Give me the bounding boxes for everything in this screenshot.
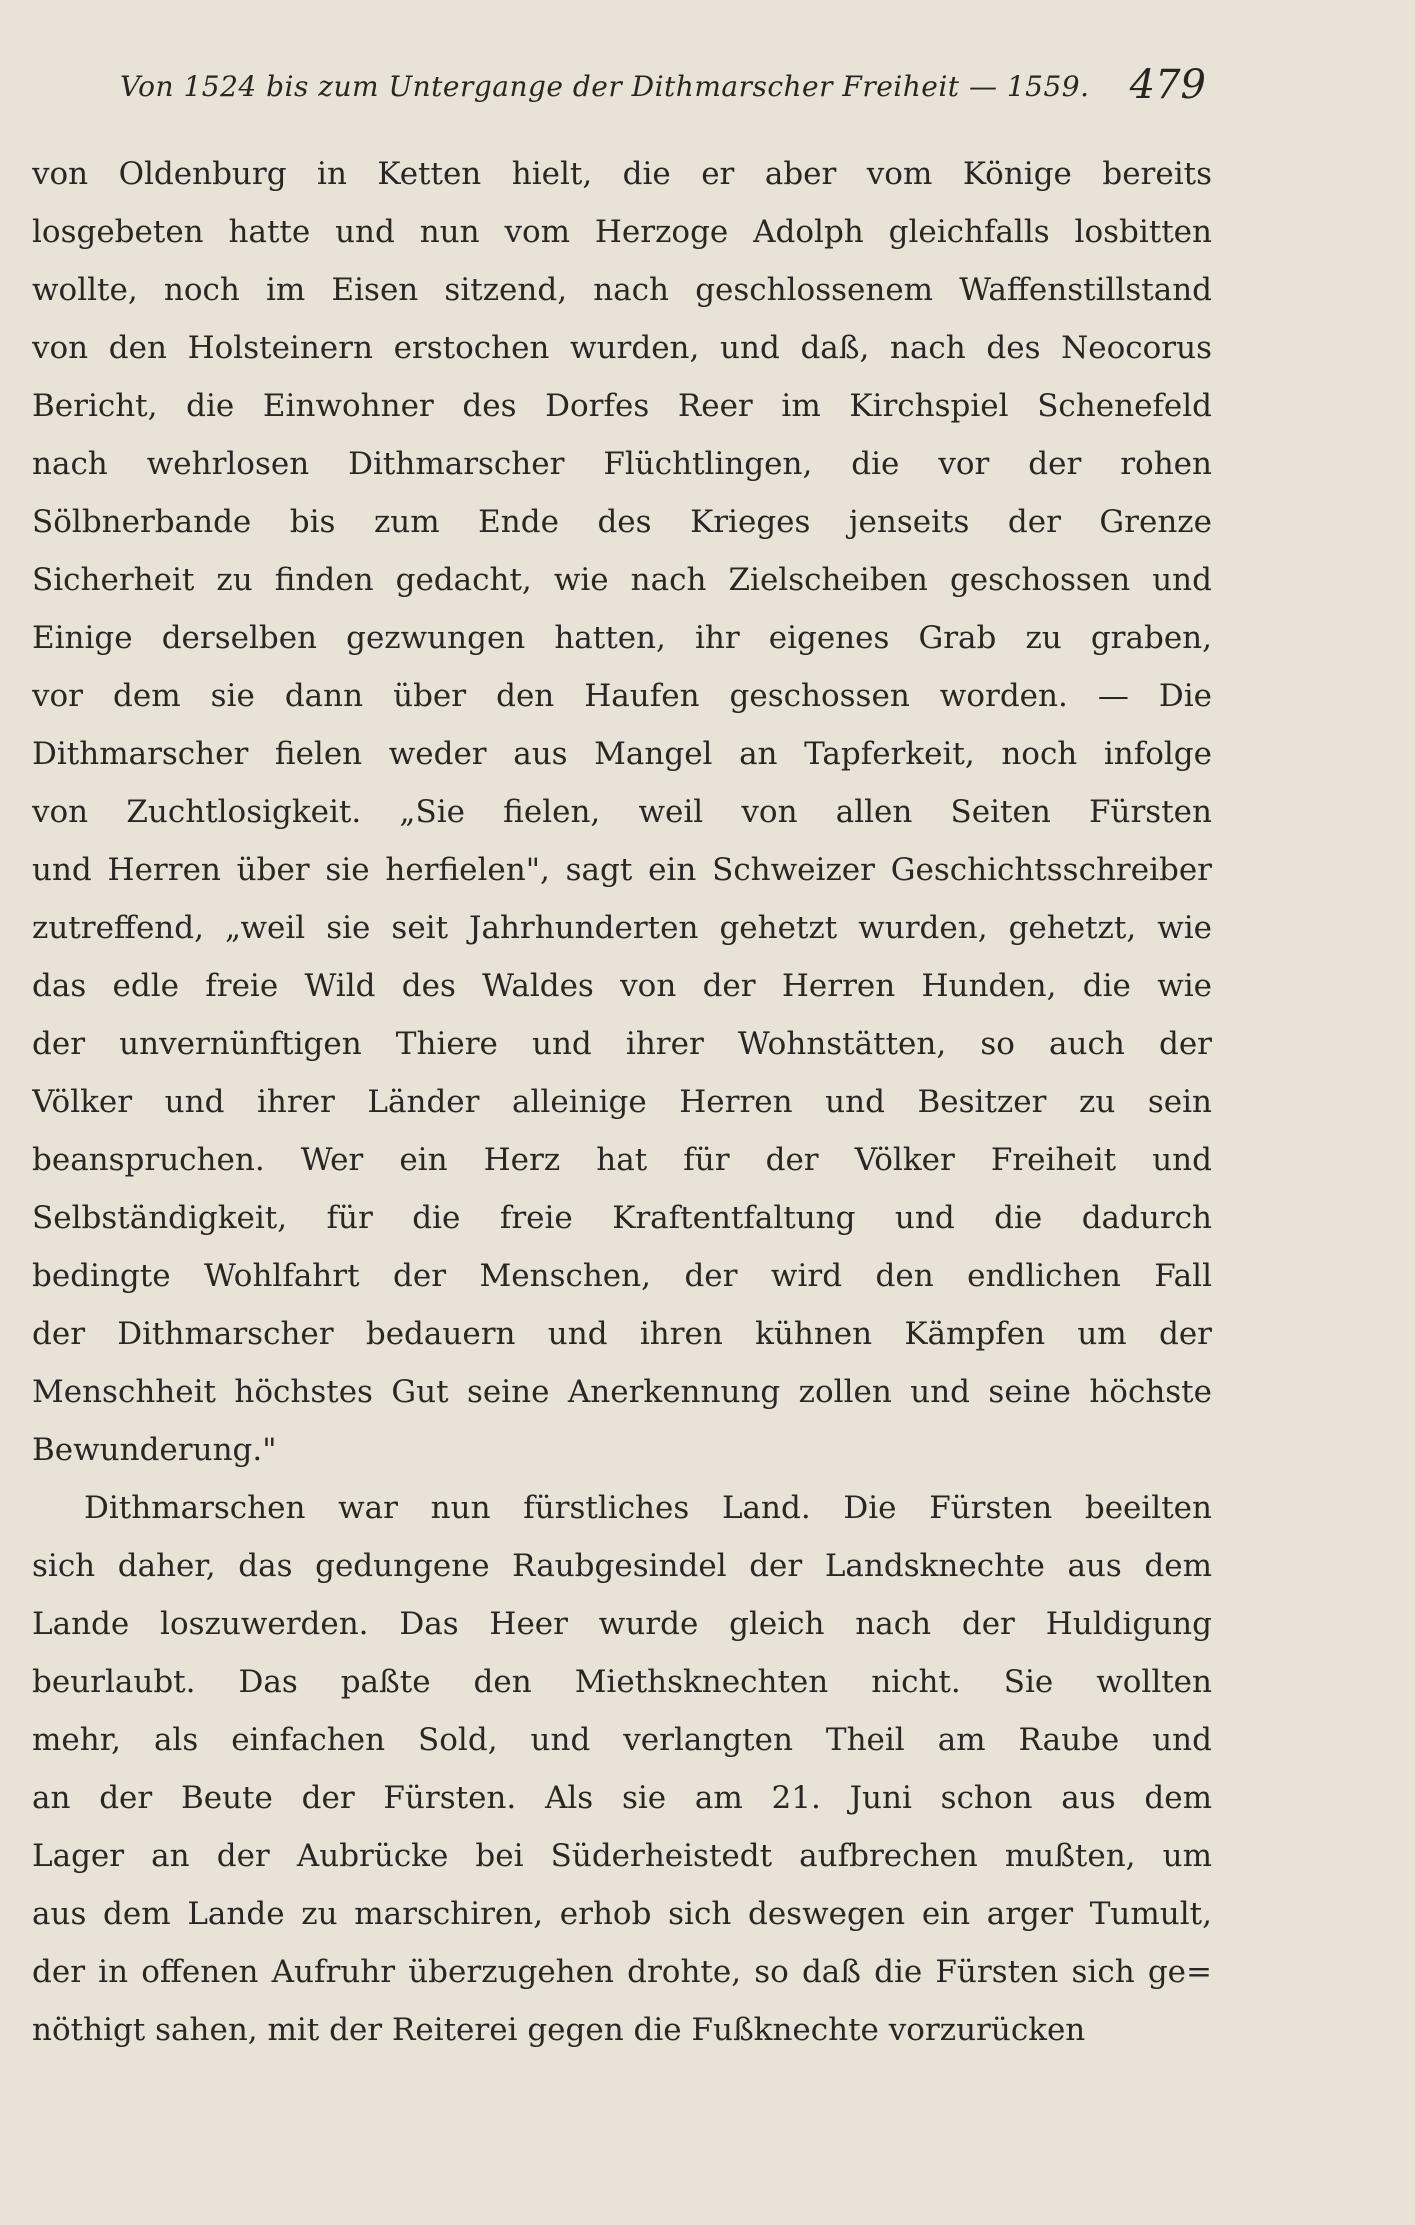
text-line: Menschheit höchstes Gut seine Anerkennung zollen und seine höchste bbox=[32, 1374, 1212, 1410]
text-line: vor dem sie dann über den Haufen geschossen worden. — Die bbox=[32, 678, 1212, 714]
text-line: Völker und ihrer Länder alleinige Herren und Besitzer zu sein bbox=[32, 1084, 1212, 1120]
running-header bbox=[120, 62, 1220, 122]
text-line: Einige derselben gezwungen hatten, ihr eigenes Grab zu graben, bbox=[32, 620, 1212, 656]
text-line: von den Holsteinern erstochen wurden, und daß, nach des Neocorus bbox=[32, 330, 1212, 366]
text-line: Selbständigkeit, für die freie Kraftentfaltung und die dadurch bbox=[32, 1200, 1212, 1236]
text-line: der unvernünftigen Thiere und ihrer Wohnstätten, so auch der bbox=[32, 1026, 1212, 1062]
text-line: beurlaubt. Das paßte den Miethsknechten nicht. Sie wollten bbox=[32, 1664, 1212, 1700]
text-line: Bericht, die Einwohner des Dorfes Reer im Kirchspiel Schenefeld bbox=[32, 388, 1212, 424]
text-line: nöthigt sahen, mit der Reiterei gegen die Fußknechte vorzurücken bbox=[32, 2012, 1086, 2048]
text-line: aus dem Lande zu marschiren, erhob sich deswegen ein arger Tumult, bbox=[32, 1896, 1212, 1932]
paragraph-first-line: Dithmarschen war nun fürstliches Land. Die Fürsten beeilten bbox=[84, 1490, 1212, 1526]
text-line: Lager an der Aubrücke bei Süderheistedt aufbrechen mußten, um bbox=[32, 1838, 1212, 1874]
paragraph-last-line: Bewunderung." bbox=[32, 1432, 277, 1468]
text-line: beanspruchen. Wer ein Herz hat für der Völker Freiheit und bbox=[32, 1142, 1212, 1178]
text-line: von Oldenburg in Ketten hielt, die er aber vom Könige bereits bbox=[32, 156, 1212, 192]
text-line: Dithmarscher fielen weder aus Mangel an Tapferkeit, noch infolge bbox=[32, 736, 1212, 772]
text-line: und Herren über sie herfielen", sagt ein Schweizer Geschichtsschreiber bbox=[32, 852, 1212, 888]
text-line: von Zuchtlosigkeit. „Sie fielen, weil von allen Seiten Fürsten bbox=[32, 794, 1212, 830]
text-line: sich daher, das gedungene Raubgesindel der Landsknechte aus dem bbox=[32, 1548, 1212, 1584]
text-line: an der Beute der Fürsten. Als sie am 21. Juni schon aus dem bbox=[32, 1780, 1212, 1816]
text-line: der in offenen Aufruhr überzugehen drohte, so daß die Fürsten sich ge= bbox=[32, 1954, 1212, 1990]
text-line: Sicherheit zu finden gedacht, wie nach Zielscheiben geschossen und bbox=[32, 562, 1212, 598]
body-text bbox=[32, 145, 1212, 2059]
page-number: 479 bbox=[1129, 62, 1206, 108]
text-line: nach wehrlosen Dithmarscher Flüchtlingen, die vor der rohen bbox=[32, 446, 1212, 482]
text-line: losgebeten hatte und nun vom Herzoge Adolph gleichfalls losbitten bbox=[32, 214, 1212, 250]
text-line: zutreffend, „weil sie seit Jahrhunderten gehetzt wurden, gehetzt, wie bbox=[32, 910, 1212, 946]
text-line: Sölbnerbande bis zum Ende des Krieges jenseits der Grenze bbox=[32, 504, 1212, 540]
text-line: wollte, noch im Eisen sitzend, nach geschlossenem Waffenstillstand bbox=[32, 272, 1212, 308]
text-line: mehr, als einfachen Sold, und verlangten Theil am Raube und bbox=[32, 1722, 1212, 1758]
text-line: Lande loszuwerden. Das Heer wurde gleich nach der Huldigung bbox=[32, 1606, 1212, 1642]
text-line: das edle freie Wild des Waldes von der Herren Hunden, die wie bbox=[32, 968, 1212, 1004]
text-line: der Dithmarscher bedauern und ihren kühnen Kämpfen um der bbox=[32, 1316, 1212, 1352]
running-head-title: Von 1524 bis zum Untergange der Dithmarscher Freiheit — 1559. bbox=[120, 70, 1090, 103]
text-line: bedingte Wohlfahrt der Menschen, der wird den endlichen Fall bbox=[32, 1258, 1212, 1294]
